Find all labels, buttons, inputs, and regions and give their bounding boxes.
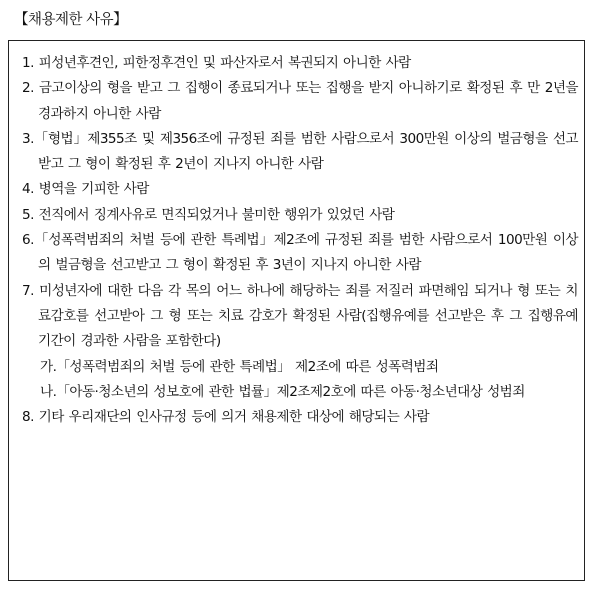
- list-item-3: 3.「형법」제355조 및 제356조에 규정된 죄를 범한 사람으로서 300만원 이상의 벌금형을 선고받고 그 형이 확정된 후 2년이 지나지 아니한 사람: [22, 130, 578, 173]
- restriction-box: [8, 40, 585, 581]
- list-item-8: 8. 기타 우리재단의 인사규정 등에 의거 채용제한 대상에 해당되는 사람: [22, 409, 430, 426]
- list-subitem-na: 나.「아동·청소년의 성보호에 관한 법률」제2조제2호에 따른 아동·청소년대상 성범죄: [40, 383, 525, 400]
- list-item-5: 5. 전직에서 징계사유로 면직되었거나 불미한 행위가 있었던 사람: [22, 206, 395, 223]
- list-item-2: 2. 금고이상의 형을 받고 그 집행이 종료되거나 또는 집행을 받지 아니하기로 확정된 후 만 2년을 경과하지 아니한 사람: [22, 80, 578, 122]
- list-item-7: 7. 미성년자에 대한 다음 각 목의 어느 하나에 해당하는 죄를 저질러 파면해임 되거나 형 또는 치료감호를 선고받아 그 형 또는 치료 감호가 확정된 사람(집행유예를 선고받은 후 그 집행유예 기간이 경과한 사람을 포함한다): [22, 282, 578, 350]
- restriction-list: [22, 51, 578, 430]
- list-item-1: 1. 피성년후견인, 피한정후견인 및 파산자로서 복권되지 아니한 사람: [22, 55, 411, 71]
- list-item-4: 4. 병역을 기피한 사람: [22, 181, 149, 198]
- page-title: 【채용제한 사유】: [14, 12, 128, 28]
- list-item-6: 6.「성폭력범죄의 처벌 등에 관한 특례법」제2조에 규정된 죄를 범한 사람으로서 100만원 이상의 벌금형을 선고받고 그 형이 확정된 후 3년이 지나지 아니한 사람: [22, 232, 578, 274]
- list-subitem-ga: 가.「성폭력범죄의 처벌 등에 관한 특례법」 제2조에 따른 성폭력범죄: [40, 358, 439, 375]
